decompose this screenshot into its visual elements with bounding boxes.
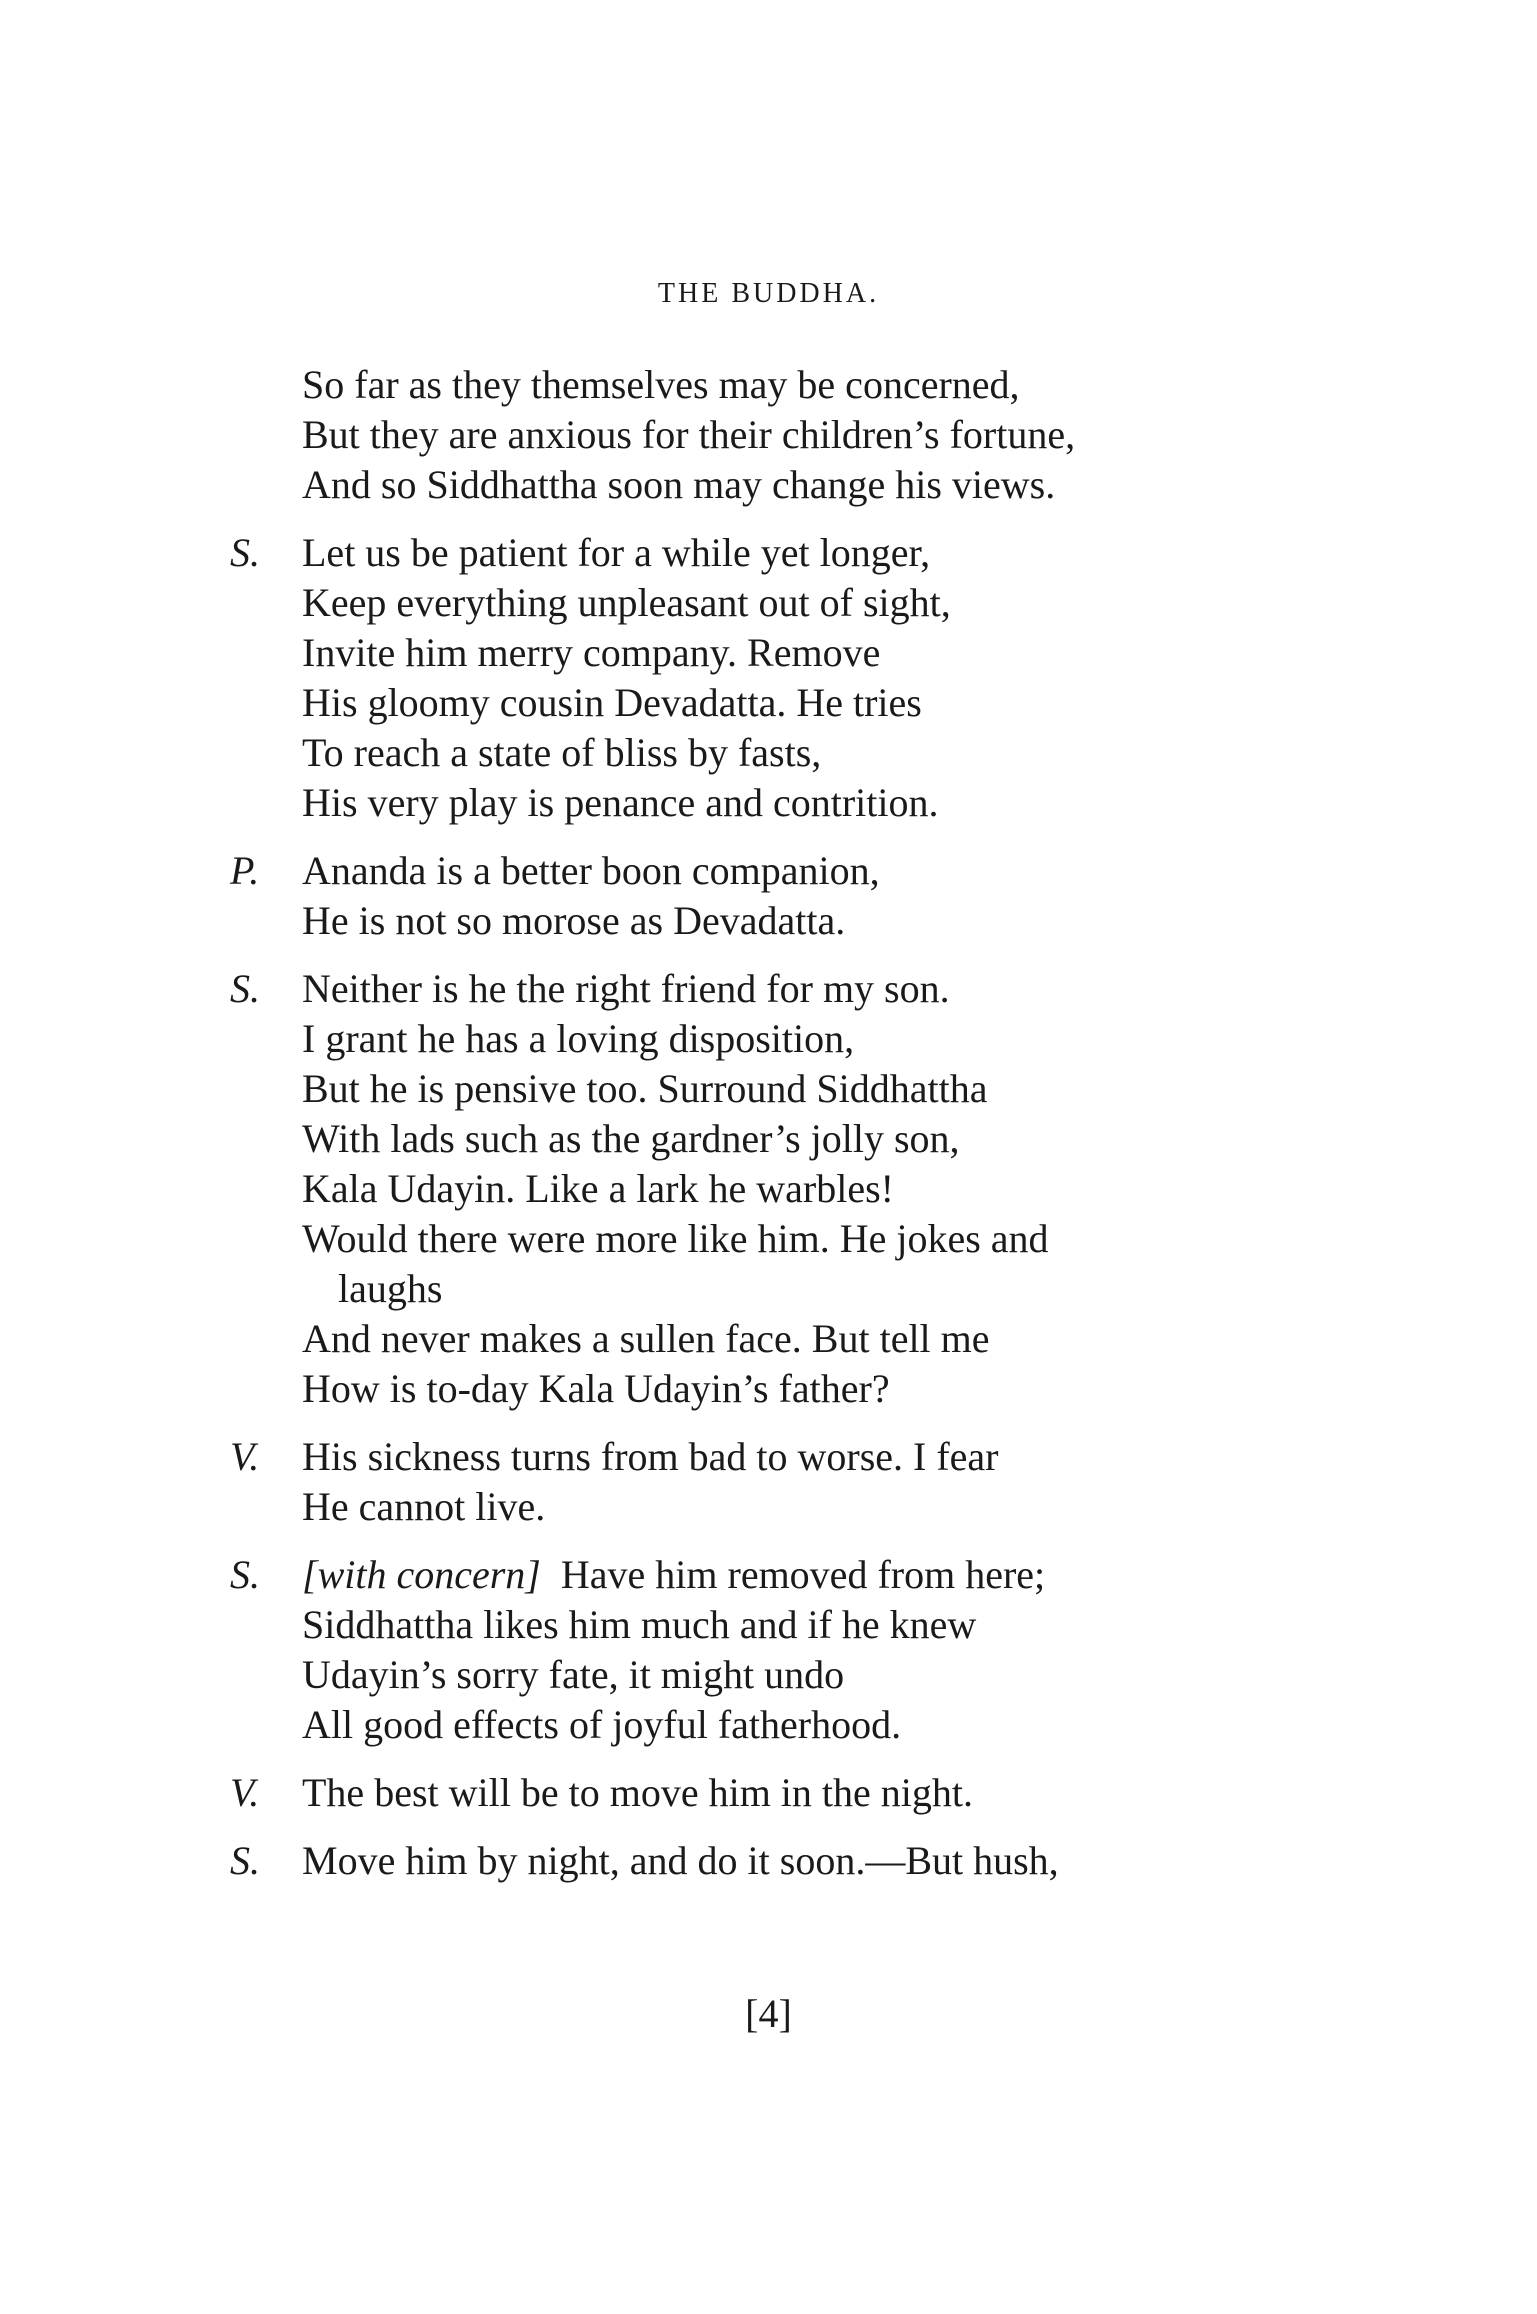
speech-block — [230, 1768, 1350, 1818]
verse-line: He is not so morose as Devadatta. — [302, 898, 846, 943]
speech-block — [230, 360, 1350, 510]
verse-line — [230, 1432, 1350, 1482]
verse-line: He cannot live. — [302, 1484, 546, 1529]
verse-line: I grant he has a loving disposition, — [302, 1016, 855, 1061]
speech-block — [230, 1550, 1350, 1750]
verse-line — [230, 846, 1350, 896]
verse-line: Siddhattha likes him much and if he knew — [302, 1602, 977, 1647]
verse-line — [230, 1768, 1350, 1818]
speech-block — [230, 1432, 1350, 1532]
running-head: THE BUDDHA. — [657, 278, 880, 309]
verse-line: His very play is penance and contrition. — [302, 780, 939, 825]
verse-line — [230, 528, 1350, 578]
verse-line: Udayin’s sorry fate, it might undo — [302, 1652, 845, 1697]
verse-line: Invite him merry company. Remove — [302, 630, 881, 675]
speaker-label: S. — [230, 530, 260, 575]
verse-line: Would there were more like him. He jokes and — [302, 1216, 1049, 1261]
speaker-label: S. — [230, 966, 260, 1011]
speech-block — [230, 1836, 1350, 1886]
verse-text: Move him by night, and do it soon.—But hush, — [302, 1838, 1059, 1883]
verse-line: But he is pensive too. Surround Siddhattha — [302, 1066, 988, 1111]
verse-line: How is to-day Kala Udayin’s father? — [302, 1366, 890, 1411]
stage-direction: [with concern] — [302, 1552, 541, 1597]
speaker-label: V. — [230, 1770, 260, 1815]
speech-block — [230, 846, 1350, 946]
verse-line — [230, 964, 1350, 1014]
verse-line: Kala Udayin. Like a lark he warbles! — [302, 1166, 894, 1211]
verse-line-continuation: laughs — [338, 1266, 443, 1311]
speaker-label: P. — [230, 848, 260, 893]
verse-line: His gloomy cousin Devadatta. He tries — [302, 680, 922, 725]
speaker-label: S. — [230, 1552, 260, 1597]
speaker-label: V. — [230, 1434, 260, 1479]
verse-line: So far as they themselves may be concerned, — [302, 362, 1020, 407]
verse-text: His sickness turns from bad to worse. I fear — [302, 1434, 999, 1479]
verse-line: And so Siddhattha soon may change his views. — [302, 462, 1056, 507]
verse-text: Neither is he the right friend for my son. — [302, 966, 950, 1011]
speech-block — [230, 964, 1350, 1414]
verse-line: But they are anxious for their children’s fortune, — [302, 412, 1076, 457]
verse-text: The best will be to move him in the night. — [302, 1770, 974, 1815]
verse-line: With lads such as the gardner’s jolly son, — [302, 1116, 960, 1161]
verse-text: Let us be patient for a while yet longer, — [302, 530, 931, 575]
speech-block — [230, 528, 1350, 828]
verse-line: Keep everything unpleasant out of sight, — [302, 580, 951, 625]
verse-line — [230, 1836, 1350, 1886]
verse-line — [230, 1550, 1350, 1600]
verse-line: To reach a state of bliss by fasts, — [302, 730, 822, 775]
page-number: [4] — [745, 1991, 792, 2036]
verse-line: And never makes a sullen face. But tell me — [302, 1316, 990, 1361]
verse-text: Ananda is a better boon companion, — [302, 848, 880, 893]
dialogue-text — [230, 360, 1350, 1904]
speaker-label: S. — [230, 1838, 260, 1883]
verse-line: All good effects of joyful fatherhood. — [302, 1702, 902, 1747]
verse-text: Have him removed from here; — [560, 1552, 1046, 1597]
